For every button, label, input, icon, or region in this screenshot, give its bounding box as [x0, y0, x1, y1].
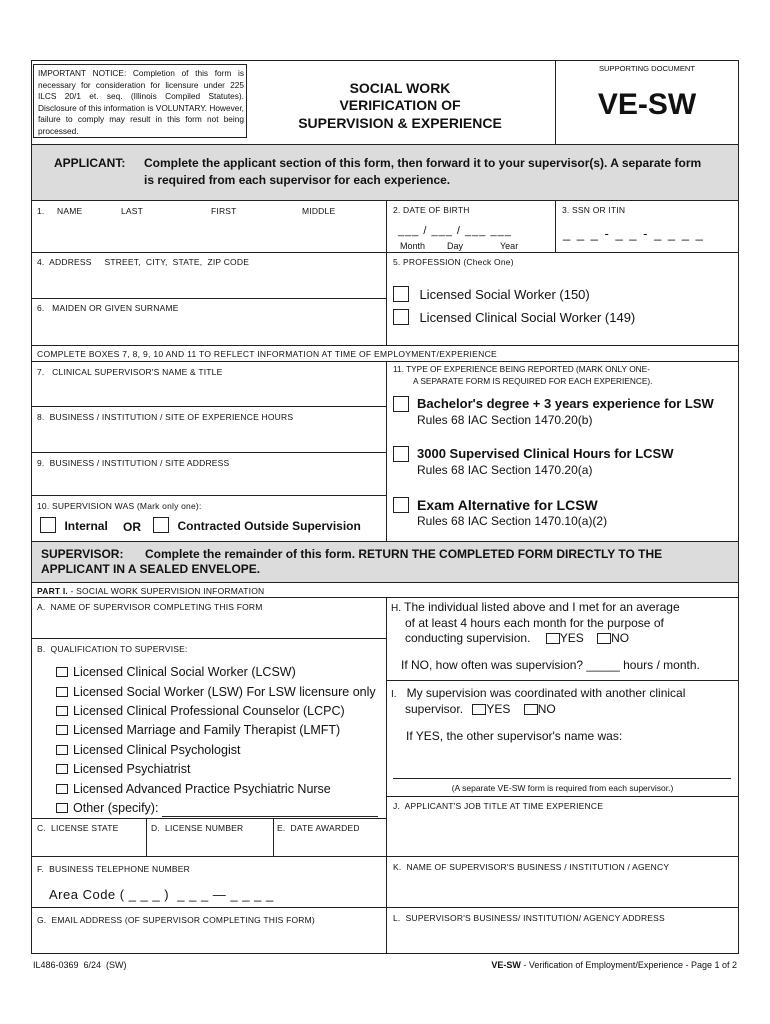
checkbox-icon[interactable] [393, 497, 409, 513]
part-1-header [37, 586, 264, 596]
cd-divider [146, 818, 147, 856]
checkbox-icon[interactable] [524, 704, 538, 715]
qualification-label: Licensed Social Worker (LSW) For LSW licensure only [73, 685, 376, 699]
i-no-label: NO [537, 702, 556, 716]
field-d-license-number[interactable]: D. LICENSE NUMBER [151, 823, 244, 833]
field-i-line1 [391, 686, 685, 702]
line-a [31, 638, 386, 639]
part-1-column-divider [386, 597, 387, 954]
part-1-label: PART I. [37, 586, 68, 596]
qualification-lcpc[interactable] [56, 704, 345, 718]
dob-year-label: Year [500, 241, 519, 251]
field-7-supervisor-name[interactable]: 7. CLINICAL SUPERVISOR'S NAME & TITLE [37, 367, 223, 377]
section-7-11-divider [386, 361, 387, 541]
area-code-phone[interactable]: Area Code ( _ _ _ ) _ _ _ — _ _ _ _ [49, 887, 274, 902]
row-line-4-6 [31, 298, 386, 299]
line-cde [31, 856, 739, 857]
footer-page-text: - Verification of Employment/Experience - Page 1 of 2 [520, 960, 737, 970]
form-title-line3: SUPERVISION & EXPERIENCE [298, 115, 502, 131]
field-1-last-label: LAST [121, 206, 144, 216]
field-l-business-address[interactable]: L. SUPERVISOR'S BUSINESS/ INSTITUTION/ AGENCY ADDRESS [393, 913, 665, 923]
supervisor-banner-label: SUPERVISOR: [41, 547, 124, 561]
checkbox-icon[interactable] [56, 667, 68, 677]
qualification-psychologist[interactable] [56, 743, 240, 757]
field-k-business-name[interactable]: K. NAME OF SUPERVISOR'S BUSINESS / INSTITUTION / AGENCY [393, 862, 670, 872]
applicant-banner-label: APPLICANT: [54, 156, 126, 170]
row-line-8 [31, 452, 386, 453]
field-6-maiden-name[interactable]: 6. MAIDEN OR GIVEN SURNAME [37, 303, 179, 313]
supervisor-banner-text-2: APPLICANT IN A SEALED ENVELOPE. [41, 562, 261, 576]
exam-title: Exam Alternative for LCSW [417, 497, 598, 513]
checkbox-icon[interactable] [56, 706, 68, 716]
field-1-number: 1. [37, 206, 45, 216]
qualification-apn[interactable] [56, 782, 331, 796]
qualification-lsw[interactable] [56, 685, 376, 699]
internal-label: Internal [64, 519, 108, 533]
supervision-contracted-option[interactable] [153, 517, 361, 535]
field-c-license-state[interactable]: C. LICENSE STATE [37, 823, 119, 833]
dob-day-label: Day [447, 241, 464, 251]
other-supervisor-name-line[interactable] [393, 778, 731, 779]
bachelors-rule: Rules 68 IAC Section 1470.20(b) [417, 413, 593, 427]
field-a-supervisor-name[interactable]: A. NAME OF SUPERVISOR COMPLETING THIS FORM [37, 602, 263, 612]
h-yes-label: YES [559, 631, 584, 645]
field-h-followup[interactable]: If NO, how often was supervision? _____ hours / month. [401, 658, 700, 672]
or-label: OR [123, 520, 141, 534]
qualification-lmft[interactable] [56, 723, 340, 737]
supervision-internal-option[interactable] [40, 517, 108, 535]
qualification-other[interactable] [56, 801, 158, 815]
part-1-line [31, 597, 739, 598]
checkbox-icon[interactable] [546, 633, 560, 644]
field-1-name-label: NAME [57, 206, 83, 216]
applicant-banner-text-2: is required from each supervisor for each experience. [144, 173, 451, 187]
field-i-followup: If YES, the other supervisor's name was: [406, 729, 623, 743]
qualification-label: Licensed Clinical Social Worker (LCSW) [73, 665, 296, 679]
hours-rule: Rules 68 IAC Section 1470.20(a) [417, 463, 593, 477]
form-title-line1: SOCIAL WORK [349, 80, 451, 96]
part-1-title: - SOCIAL WORK SUPERVISION INFORMATION [68, 586, 265, 596]
field-f-telephone: F. BUSINESS TELEPHONE NUMBER [37, 864, 191, 874]
checkbox-icon[interactable] [393, 396, 409, 412]
qualification-lcsw[interactable] [56, 665, 296, 679]
row-line-2 [31, 345, 739, 346]
qualification-psychiatrist[interactable] [56, 762, 190, 776]
checkbox-icon[interactable] [56, 764, 68, 774]
profession-option-lcsw[interactable] [393, 309, 635, 327]
i-yes-label: YES [486, 702, 511, 716]
field-2-3-divider [555, 200, 556, 252]
footer-page-info [491, 960, 737, 970]
profession-option-lsw[interactable] [393, 286, 590, 304]
bachelors-title: Bachelor's degree + 3 years experience for LSW [417, 396, 714, 411]
field-8-business-site[interactable]: 8. BUSINESS / INSTITUTION / SITE OF EXPERIENCE HOURS [37, 412, 294, 422]
qualification-label: Licensed Marriage and Family Therapist (LMFT) [73, 723, 341, 737]
qualification-label: Licensed Clinical Psychologist [73, 743, 241, 757]
field-5-profession: 5. PROFESSION (Check One) [393, 257, 514, 267]
field-h-line3 [391, 631, 680, 646]
qualification-label: Licensed Advanced Practice Psychiatric Nurse [73, 782, 331, 796]
applicant-column-divider [386, 200, 387, 345]
field-h-text1: The individual listed above and I met for an average [404, 600, 680, 614]
row-line-9 [31, 495, 386, 496]
checkbox-icon[interactable] [393, 286, 409, 302]
checkbox-icon[interactable] [40, 517, 56, 533]
profession-lsw-label: Licensed Social Worker (150) [419, 287, 590, 302]
form-title-line2: VERIFICATION OF [339, 97, 461, 113]
field-10-supervision-was: 10. SUPERVISION WAS (Mark only one): [37, 501, 202, 511]
contracted-label: Contracted Outside Supervision [177, 519, 361, 533]
checkbox-icon[interactable] [56, 725, 68, 735]
exam-rule: Rules 68 IAC Section 1470.10(a)(2) [417, 514, 608, 528]
field-11-label-2: A SEPARATE FORM IS REQUIRED FOR EACH EXPERIENCE). [413, 376, 653, 386]
qualification-label: Licensed Clinical Professional Counselor (LCPC) [73, 704, 345, 718]
field-1-middle-label: MIDDLE [302, 206, 336, 216]
complete-boxes-note: COMPLETE BOXES 7, 8, 9, 10 AND 11 TO REFLECT INFORMATION AT TIME OF EMPLOYMENT/EXPERIENCE [37, 349, 497, 359]
checkbox-icon[interactable] [393, 309, 409, 325]
checkbox-icon[interactable] [56, 687, 68, 697]
hours-title: 3000 Supervised Clinical Hours for LCSW [417, 446, 674, 461]
checkbox-icon[interactable] [472, 704, 486, 715]
field-j-job-title[interactable]: J. APPLICANT'S JOB TITLE AT TIME EXPERIENCE [393, 801, 604, 811]
field-e-date-awarded[interactable]: E. DATE AWARDED [277, 823, 360, 833]
banner-bottom-line [31, 200, 739, 201]
qualification-label: Licensed Psychiatrist [73, 762, 191, 776]
checkbox-icon[interactable] [56, 745, 68, 755]
supervisor-banner-text-1: Complete the remainder of this form. RETURN THE COMPLETED FORM DIRECTLY TO THE [145, 547, 663, 561]
field-1-first-label: FIRST [211, 206, 237, 216]
checkbox-icon[interactable] [56, 784, 68, 794]
separate-form-note: (A separate VE-SW form is required from each supervisor.) [451, 783, 674, 793]
line-h [386, 680, 739, 681]
checkbox-icon[interactable] [393, 446, 409, 462]
supporting-document-label: SUPPORTING DOCUMENT [598, 64, 696, 73]
field-i-text2: supervisor. [405, 702, 464, 716]
dob-month-label: Month [400, 241, 426, 251]
field-4-address[interactable]: 4. ADDRESS STREET, CITY, STATE, ZIP CODE [37, 257, 250, 267]
line-f [31, 907, 739, 908]
date-of-birth-blank[interactable]: ___ / ___ / ___ ___ [398, 225, 512, 237]
field-b-qualification: B. QUALIFICATION TO SUPERVISE: [37, 644, 188, 654]
other-specify-underline[interactable] [162, 816, 378, 817]
form-code: VE-SW [597, 88, 697, 121]
row-line-1 [31, 252, 739, 253]
field-i-line2 [391, 702, 685, 717]
field-h-letter: H. [391, 603, 401, 614]
row-line-3 [31, 361, 739, 362]
profession-lcsw-label: Licensed Clinical Social Worker (149) [419, 310, 636, 325]
checkbox-icon[interactable] [153, 517, 169, 533]
footer-form-code: VE-SW [491, 960, 521, 970]
field-i-text1: My supervision was coordinated with another clinical [406, 686, 686, 700]
supervisor-banner-bottom [31, 582, 739, 583]
ssn-blank[interactable]: _ _ _ - _ _ - _ _ _ _ [563, 226, 705, 241]
field-11-label-1: 11. TYPE OF EXPERIENCE BEING REPORTED (MARK ONLY ONE- [393, 364, 650, 374]
footer-form-id: IL486-0369 6/24 (SW) [33, 960, 127, 970]
applicant-banner-text-1: Complete the applicant section of this form, then forward it to your supervisor(s). A separate form [144, 156, 702, 170]
line-b [31, 818, 386, 819]
field-2-date-of-birth: 2. DATE OF BIRTH [393, 205, 470, 215]
field-g-email[interactable]: G. EMAIL ADDRESS (OF SUPERVISOR COMPLETING THIS FORM) [37, 915, 315, 925]
h-no-label: NO [611, 631, 630, 645]
row-line-7 [31, 406, 386, 407]
field-h-line2: of at least 4 hours each month for the purpose of [405, 616, 664, 630]
field-h-line1 [391, 600, 680, 616]
de-divider [273, 818, 274, 856]
checkbox-icon[interactable] [56, 803, 68, 813]
qualification-label: Other (specify): [73, 801, 159, 815]
field-i-coordinated [391, 686, 685, 717]
field-9-site-address[interactable]: 9. BUSINESS / INSTITUTION / SITE ADDRESS [37, 458, 230, 468]
checkbox-icon[interactable] [597, 633, 611, 644]
important-notice: IMPORTANT NOTICE: Completion of this form is necessary for consideration for licensure under 225 ILCS 20/1 et. seq. (Illinois Compiled Statutes). Disclosure of this information is VOLUNTARY. However, failure to comply may result in this form not being processed. [38, 68, 244, 136]
line-i [386, 796, 739, 797]
field-i-letter: I. [391, 689, 397, 700]
field-3-ssn: 3. SSN OR ITIN [562, 205, 626, 215]
field-h-text3: conducting supervision. [405, 631, 531, 645]
field-1-name[interactable] [37, 206, 383, 250]
field-h-monthly-meetings [391, 600, 680, 646]
